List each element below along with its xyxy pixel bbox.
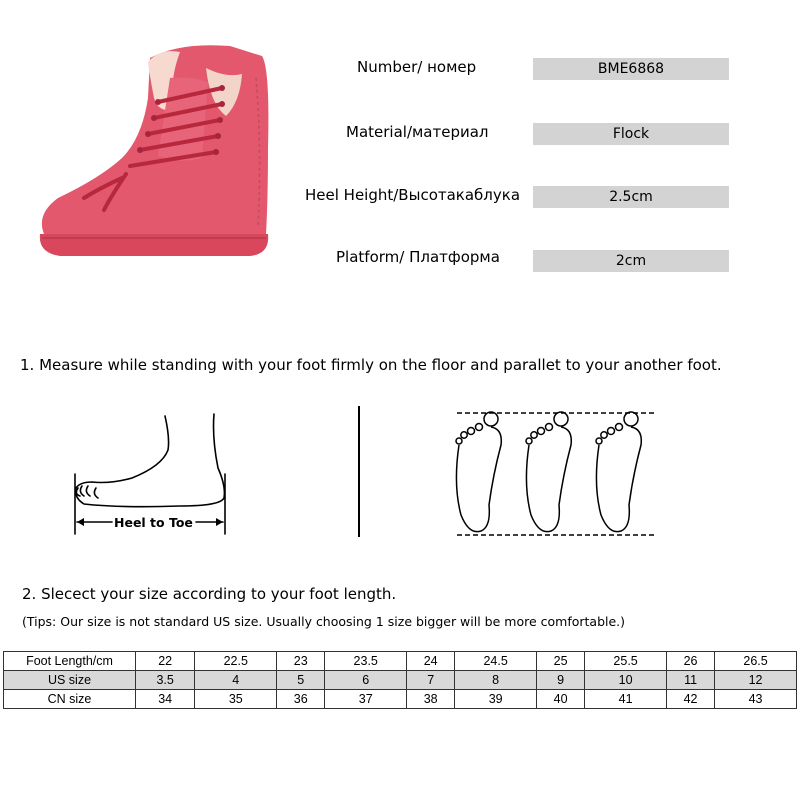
size-cell: 4	[195, 671, 277, 690]
step1-instruction: 1. Measure while standing with your foot firmly on the floor and parallet to your another foot.	[20, 356, 722, 374]
size-row-header: US size	[4, 671, 136, 690]
size-cell: 11	[667, 671, 715, 690]
size-cell: 5	[277, 671, 325, 690]
size-cell: 23	[277, 652, 325, 671]
size-cell: 7	[407, 671, 455, 690]
size-cell: 10	[585, 671, 667, 690]
feet-top-view-diagram	[445, 405, 665, 543]
size-cell: 24	[407, 652, 455, 671]
spec-label-platform: Platform/ Платформа	[336, 248, 500, 266]
size-cell: 12	[715, 671, 797, 690]
spec-value-material: Flock	[533, 123, 729, 145]
size-cell: 9	[537, 671, 585, 690]
size-cell: 22	[136, 652, 195, 671]
boot-product-image	[30, 38, 280, 268]
size-tips: (Tips: Our size is not standard US size. Usually choosing 1 size bigger will be more comfortable.)	[22, 614, 626, 629]
spec-value-number: BME6868	[533, 58, 729, 80]
size-row-header: Foot Length/cm	[4, 652, 136, 671]
size-table-row	[4, 690, 797, 709]
size-cell: 22.5	[195, 652, 277, 671]
spec-label-heel-height: Heel Height/Высотакаблука	[305, 186, 521, 204]
size-cell: 36	[277, 690, 325, 709]
size-cell: 23.5	[325, 652, 407, 671]
size-cell: 3.5	[136, 671, 195, 690]
size-table-row	[4, 652, 797, 671]
size-table-row	[4, 671, 797, 690]
size-cell: 34	[136, 690, 195, 709]
spec-value-platform: 2cm	[533, 250, 729, 272]
size-cell: 6	[325, 671, 407, 690]
size-cell: 42	[667, 690, 715, 709]
size-cell: 39	[455, 690, 537, 709]
size-row-header: CN size	[4, 690, 136, 709]
size-cell: 26.5	[715, 652, 797, 671]
size-cell: 8	[455, 671, 537, 690]
spec-label-material: Material/материал	[346, 123, 489, 141]
size-cell: 38	[407, 690, 455, 709]
size-cell: 26	[667, 652, 715, 671]
spec-value-heel-height: 2.5cm	[533, 186, 729, 208]
spec-label-number: Number/ номер	[357, 58, 477, 76]
size-cell: 41	[585, 690, 667, 709]
size-cell: 37	[325, 690, 407, 709]
size-cell: 25.5	[585, 652, 667, 671]
heel-to-toe-label: Heel to Toe	[114, 515, 193, 530]
divider-line	[358, 406, 360, 537]
size-cell: 24.5	[455, 652, 537, 671]
size-cell: 35	[195, 690, 277, 709]
size-chart-table	[3, 651, 797, 709]
size-cell: 43	[715, 690, 797, 709]
size-cell: 25	[537, 652, 585, 671]
size-cell: 40	[537, 690, 585, 709]
step2-instruction: 2. Slecect your size according to your foot length.	[22, 585, 397, 603]
